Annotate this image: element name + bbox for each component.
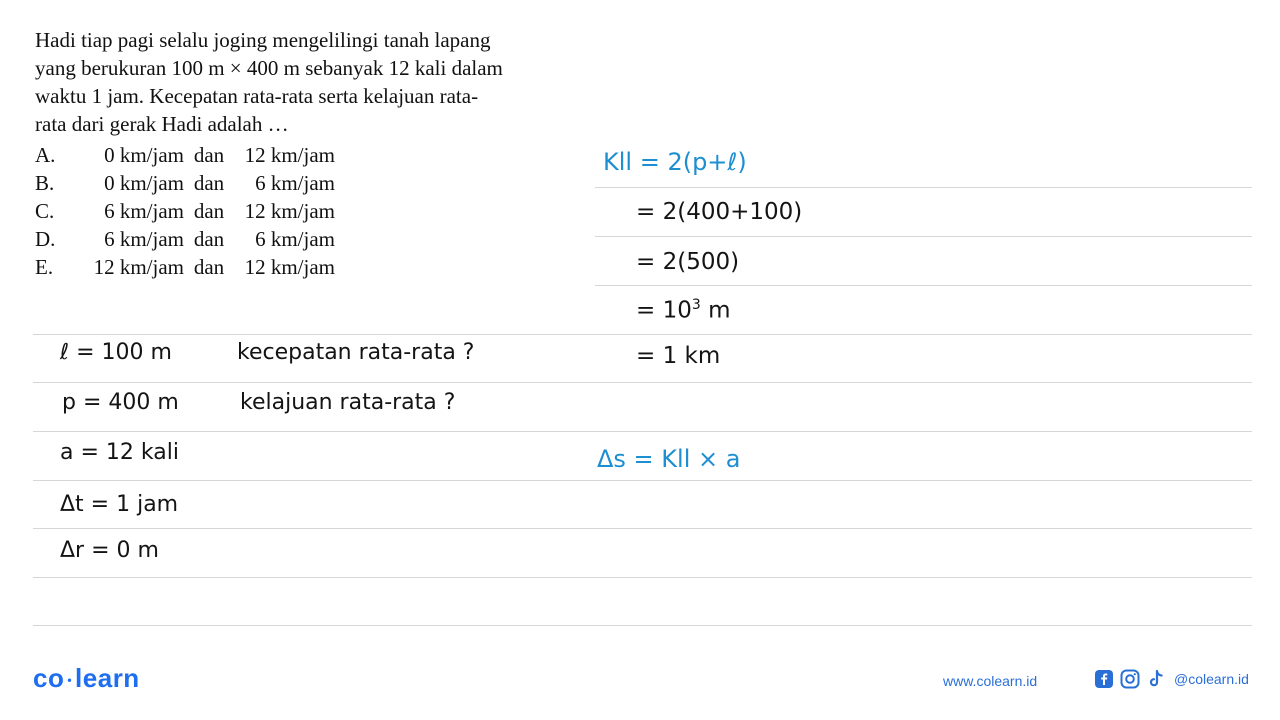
social-links	[1094, 669, 1249, 689]
option-value: 0 km/jam	[104, 171, 184, 195]
option-d	[35, 225, 335, 253]
tiktok-icon[interactable]	[1146, 669, 1166, 689]
note-length: ℓ = 100 m	[60, 340, 172, 365]
option-value: 6 km/jam	[255, 171, 335, 195]
ruled-line	[33, 528, 1252, 529]
option-value: 12 km/jam	[244, 255, 335, 279]
colearn-logo	[33, 663, 140, 694]
question-line: waktu 1 jam. Kecepatan rata-rata serta kelajuan rata-	[35, 84, 479, 108]
option-a	[35, 141, 335, 169]
note-exponent: 3	[691, 297, 701, 313]
logo-dot: •	[67, 673, 73, 688]
note-width: p = 400 m	[62, 390, 179, 415]
logo-text-learn: learn	[75, 663, 140, 693]
option-letter: D.	[35, 227, 56, 251]
option-letter: C.	[35, 199, 55, 223]
option-value: 6 km/jam	[104, 199, 184, 223]
question-line: Hadi tiap pagi selalu joging mengelilingi tanah lapang	[35, 28, 491, 52]
note-perimeter-step1: = 2(400+100)	[636, 199, 803, 225]
note-time: Δt = 1 jam	[60, 492, 179, 517]
ruled-line	[33, 431, 1252, 432]
note-base: = 10	[636, 297, 692, 324]
ruled-line	[33, 480, 1252, 481]
note-question-speed: kelajuan rata-rata ?	[240, 390, 456, 415]
option-e	[35, 253, 335, 281]
logo-text-co: co	[33, 663, 65, 693]
note-displacement: Δr = 0 m	[60, 538, 159, 563]
option-letter: E.	[35, 255, 54, 279]
note-distance-formula: Δs = Kll × a	[597, 445, 741, 473]
option-connector: dan	[193, 255, 225, 279]
instagram-icon[interactable]	[1120, 669, 1140, 689]
answer-options	[35, 141, 335, 281]
option-value: 0 km/jam	[104, 143, 184, 167]
facebook-icon[interactable]	[1094, 669, 1114, 689]
option-b	[35, 169, 335, 197]
social-handle[interactable]: @colearn.id	[1174, 671, 1249, 687]
note-laps: a = 12 kali	[60, 440, 179, 465]
question-line: yang berukuran 100 m × 400 m sebanyak 12 kali dalam	[35, 56, 503, 80]
note-question-velocity: kecepatan rata-rata ?	[237, 340, 475, 365]
option-value: 6 km/jam	[255, 227, 335, 251]
ruled-line	[595, 285, 1252, 286]
note-perimeter-formula: Kll = 2(p+ℓ)	[603, 148, 747, 176]
note-unit: m	[700, 297, 731, 324]
ruled-line	[33, 625, 1252, 626]
option-connector: dan	[193, 171, 225, 195]
option-value: 12 km/jam	[244, 143, 335, 167]
option-connector: dan	[193, 143, 225, 167]
option-connector: dan	[193, 227, 225, 251]
ruled-line	[595, 236, 1252, 237]
option-letter: A.	[35, 143, 56, 167]
website-url[interactable]: www.colearn.id	[943, 673, 1038, 689]
question-text	[35, 26, 587, 138]
note-perimeter-result: = 1 km	[636, 343, 721, 369]
option-value: 6 km/jam	[104, 227, 184, 251]
option-c	[35, 197, 335, 225]
ruled-line	[33, 334, 1252, 335]
option-connector: dan	[193, 199, 225, 223]
ruled-line	[595, 187, 1252, 188]
option-value: 12 km/jam	[244, 199, 335, 223]
option-value: 12 km/jam	[93, 255, 184, 279]
note-perimeter-step3	[636, 297, 731, 324]
option-letter: B.	[35, 171, 55, 195]
ruled-line	[33, 382, 1252, 383]
note-perimeter-step2: = 2(500)	[636, 249, 740, 275]
ruled-line	[33, 577, 1252, 578]
question-line: rata dari gerak Hadi adalah …	[35, 112, 289, 136]
